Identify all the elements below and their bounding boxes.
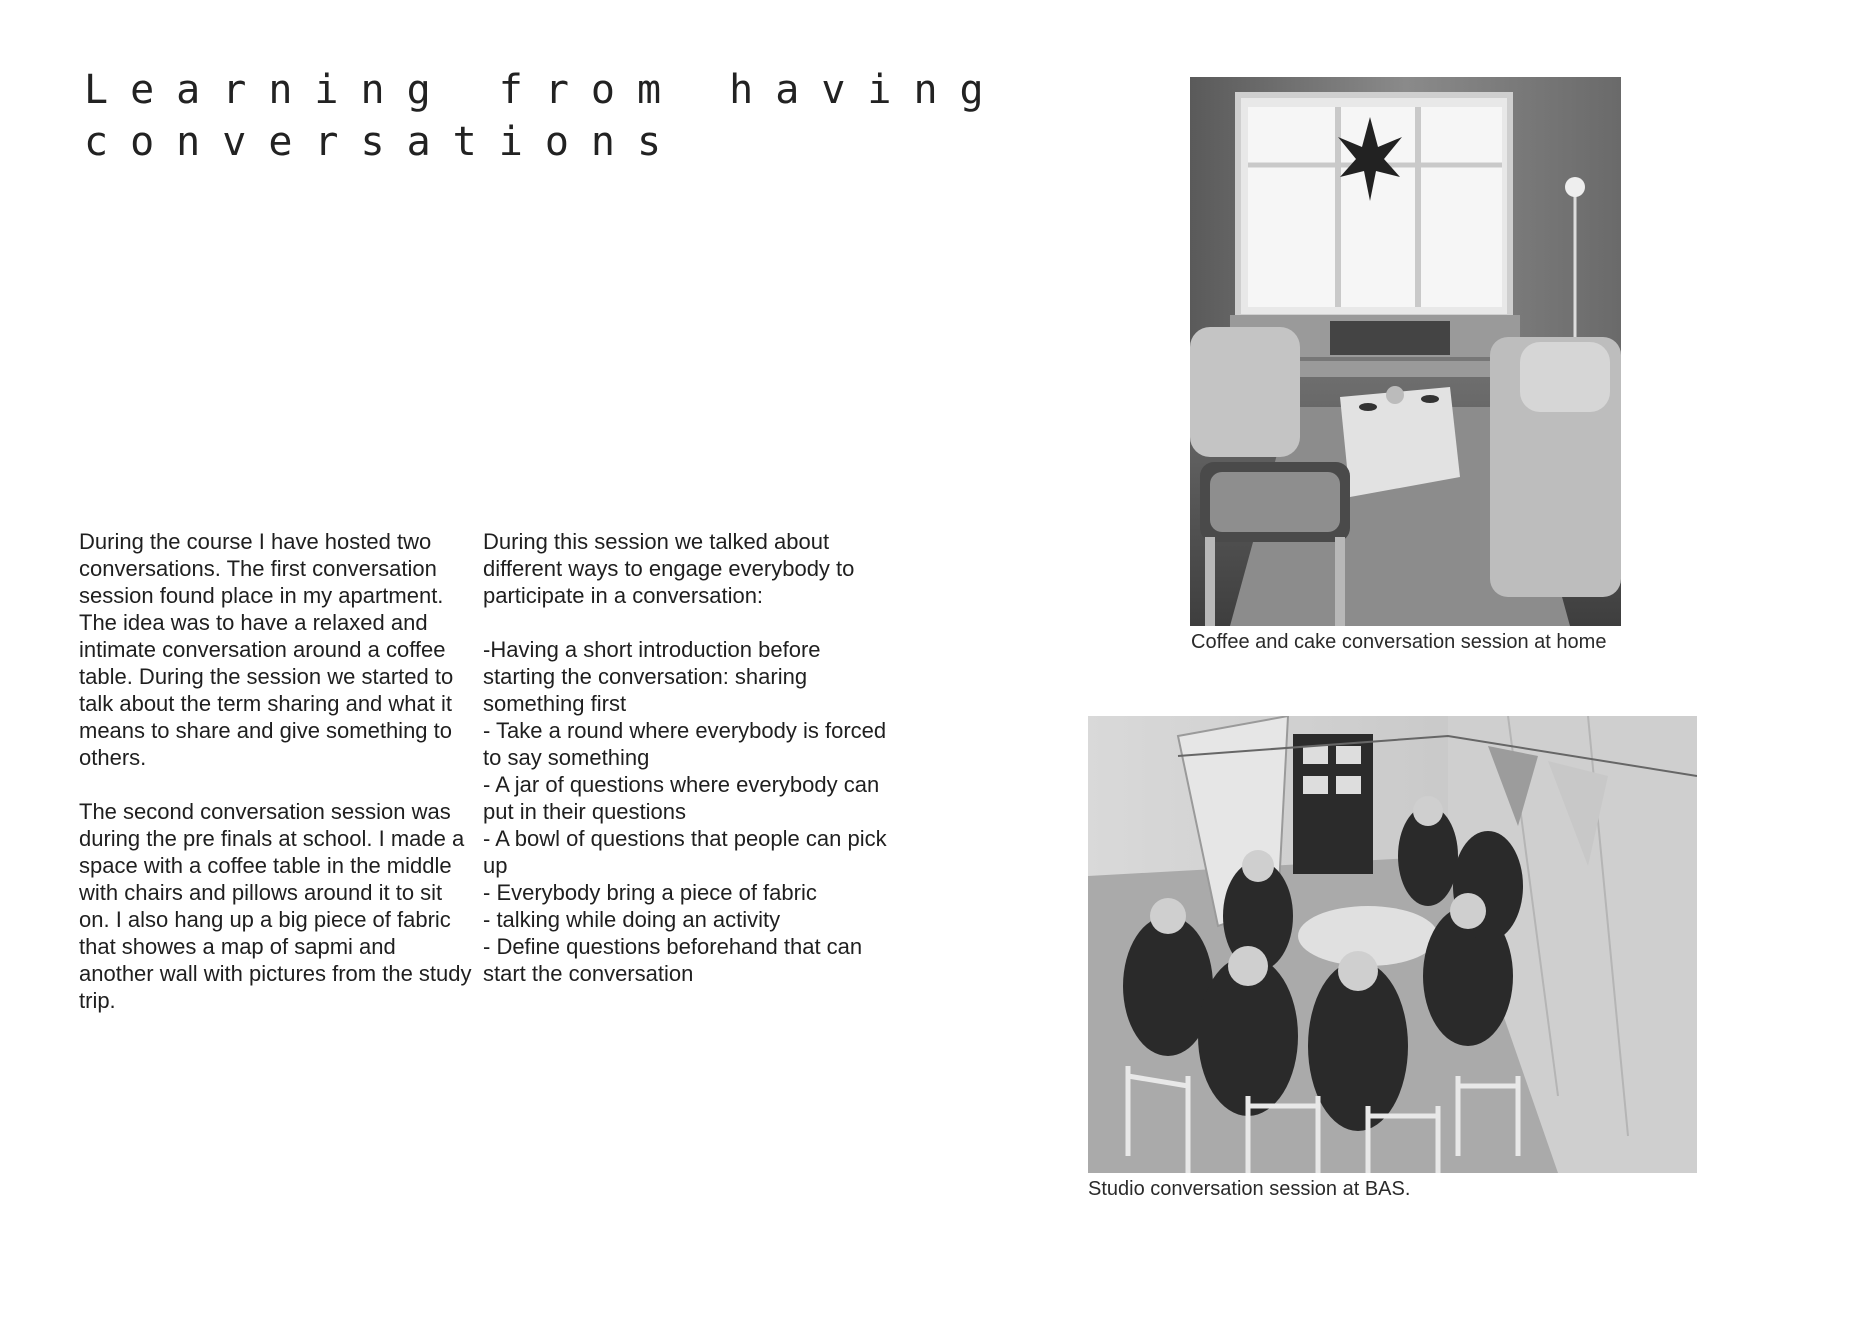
body-text-left-column: During the course I have hosted two conversations. The first conversation session found place in my apartment. The idea was to have a relaxed and intimate conversation around a coffee table. During the session we started to talk about the term sharing and what it means to share and give something to others. The second conversation session was during the pre finals at school. I made a space with a coffee table in the middle with chairs and pillows around it to sit on. I also hang up a big piece of fabric that showes a map of sapmi and another wall with pictures from the study trip. xyxy=(79,529,472,1013)
studio-session-caption: Studio conversation session at BAS. xyxy=(1088,1178,1411,1200)
home-session-photo xyxy=(1190,77,1621,626)
home-session-caption: Coffee and cake conversation session at home xyxy=(1191,631,1607,653)
page-title-line-2: conversations xyxy=(84,119,684,165)
studio-session-photo xyxy=(1088,716,1697,1173)
page-title xyxy=(84,64,1006,168)
studio-session-photo-illustration xyxy=(1088,716,1697,1173)
home-session-photo-illustration xyxy=(1190,77,1621,626)
body-text-right-column: During this session we talked about different ways to engage everybody to participate in a conversation: -Having a short introduction before starting the conversation: sharing something first - Take a round where everybody is forced to say something - A jar of questions where everybody can put in their questions - A bowl of questions that people can pick up - Everybody bring a piece of fabric - talking while doing an activity - Define questions beforehand that can start the conversation xyxy=(483,529,887,986)
page-title-line-1: Learning from having xyxy=(84,67,1006,113)
